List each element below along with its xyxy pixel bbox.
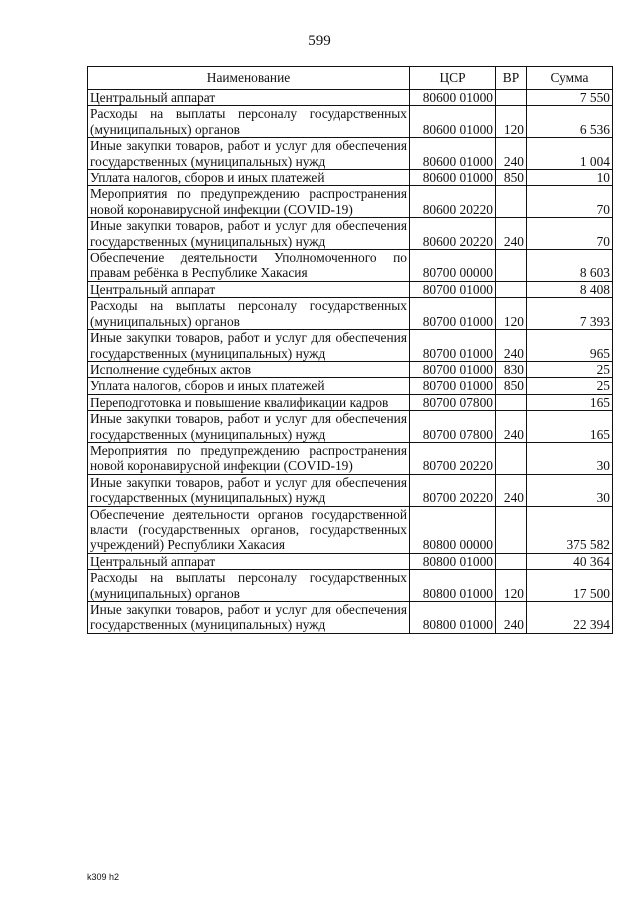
table-row (88, 553, 613, 569)
table-row (88, 330, 613, 362)
budget-table (87, 66, 613, 634)
cell-vr: 240 (496, 218, 527, 250)
cell-csr: 80600 20220 (410, 186, 496, 218)
cell-sum: 30 (527, 474, 613, 506)
cell-name: Исполнение судебных актов (88, 361, 410, 377)
header-vr: ВР (496, 67, 527, 90)
cell-vr (496, 250, 527, 282)
cell-vr: 120 (496, 570, 527, 602)
table-row (88, 474, 613, 506)
cell-sum: 1 004 (527, 138, 613, 170)
cell-name: Центральный аппарат (88, 553, 410, 569)
cell-name: Центральный аппарат (88, 281, 410, 297)
cell-name: Расходы на выплаты персоналу государственных (муниципальных) органов (88, 570, 410, 602)
cell-vr (496, 553, 527, 569)
cell-csr: 80600 20220 (410, 218, 496, 250)
table-row (88, 506, 613, 553)
cell-name: Мероприятия по предупреждению распространения новой коронавирусной инфекции (COVID-19) (88, 442, 410, 474)
cell-vr: 850 (496, 378, 527, 394)
cell-vr: 850 (496, 170, 527, 186)
cell-sum: 375 582 (527, 506, 613, 553)
table-row (88, 186, 613, 218)
table-header-row (88, 67, 613, 90)
cell-sum: 10 (527, 170, 613, 186)
table-row (88, 90, 613, 106)
table-row (88, 106, 613, 138)
cell-vr: 120 (496, 106, 527, 138)
cell-vr: 830 (496, 361, 527, 377)
cell-csr: 80800 01000 (410, 602, 496, 634)
cell-name: Иные закупки товаров, работ и услуг для обеспечения государственных (муниципальных) нужд (88, 474, 410, 506)
cell-vr (496, 442, 527, 474)
cell-sum: 965 (527, 330, 613, 362)
cell-name: Иные закупки товаров, работ и услуг для обеспечения государственных (муниципальных) нужд (88, 218, 410, 250)
cell-sum: 25 (527, 378, 613, 394)
cell-csr: 80800 00000 (410, 506, 496, 553)
cell-sum: 165 (527, 394, 613, 410)
cell-name: Уплата налогов, сборов и иных платежей (88, 378, 410, 394)
table-row (88, 394, 613, 410)
table-row (88, 250, 613, 282)
cell-csr: 80700 00000 (410, 250, 496, 282)
cell-csr: 80800 01000 (410, 570, 496, 602)
cell-csr: 80700 01000 (410, 298, 496, 330)
table-row (88, 602, 613, 634)
cell-csr: 80700 20220 (410, 474, 496, 506)
cell-sum: 22 394 (527, 602, 613, 634)
cell-sum: 25 (527, 361, 613, 377)
cell-csr: 80700 20220 (410, 442, 496, 474)
cell-sum: 70 (527, 218, 613, 250)
table-row (88, 570, 613, 602)
header-name: Наименование (88, 67, 410, 90)
cell-vr (496, 506, 527, 553)
cell-sum: 165 (527, 411, 613, 443)
cell-vr (496, 186, 527, 218)
cell-vr: 120 (496, 298, 527, 330)
cell-csr: 80700 01000 (410, 330, 496, 362)
cell-vr: 240 (496, 330, 527, 362)
cell-sum: 6 536 (527, 106, 613, 138)
cell-csr: 80700 01000 (410, 378, 496, 394)
cell-vr (496, 394, 527, 410)
cell-sum: 70 (527, 186, 613, 218)
cell-vr: 240 (496, 602, 527, 634)
cell-sum: 17 500 (527, 570, 613, 602)
table-row (88, 218, 613, 250)
table-header (88, 67, 613, 90)
cell-name: Уплата налогов, сборов и иных платежей (88, 170, 410, 186)
cell-name: Иные закупки товаров, работ и услуг для обеспечения государственных (муниципальных) нужд (88, 330, 410, 362)
cell-csr: 80600 01000 (410, 106, 496, 138)
cell-csr: 80700 07800 (410, 394, 496, 410)
table-row (88, 442, 613, 474)
table-row (88, 170, 613, 186)
cell-name: Расходы на выплаты персоналу государственных (муниципальных) органов (88, 298, 410, 330)
header-csr: ЦСР (410, 67, 496, 90)
cell-name: Иные закупки товаров, работ и услуг для обеспечения государственных (муниципальных) нужд (88, 602, 410, 634)
cell-name: Мероприятия по предупреждению распространения новой коронавирусной инфекции (COVID-19) (88, 186, 410, 218)
cell-vr (496, 281, 527, 297)
cell-vr: 240 (496, 474, 527, 506)
cell-name: Иные закупки товаров, работ и услуг для обеспечения государственных (муниципальных) нужд (88, 138, 410, 170)
cell-sum: 30 (527, 442, 613, 474)
cell-csr: 80600 01000 (410, 90, 496, 106)
cell-sum: 8 603 (527, 250, 613, 282)
table-row (88, 411, 613, 443)
page-number: 599 (308, 33, 331, 49)
table-row (88, 138, 613, 170)
cell-vr: 240 (496, 138, 527, 170)
table-row (88, 361, 613, 377)
cell-sum: 7 393 (527, 298, 613, 330)
footer-code: k309 h2 (87, 872, 120, 882)
cell-name: Обеспечение деятельности органов государственной власти (государственных органов, государственных учреждений) Республики Хакасия (88, 506, 410, 553)
cell-sum: 8 408 (527, 281, 613, 297)
header-sum: Сумма (527, 67, 613, 90)
cell-csr: 80600 01000 (410, 138, 496, 170)
cell-name: Переподготовка и повышение квалификации кадров (88, 394, 410, 410)
table-body (88, 90, 613, 634)
cell-name: Иные закупки товаров, работ и услуг для обеспечения государственных (муниципальных) нужд (88, 411, 410, 443)
table-row (88, 298, 613, 330)
cell-csr: 80700 07800 (410, 411, 496, 443)
cell-sum: 40 364 (527, 553, 613, 569)
cell-name: Центральный аппарат (88, 90, 410, 106)
cell-csr: 80800 01000 (410, 553, 496, 569)
cell-csr: 80700 01000 (410, 361, 496, 377)
cell-csr: 80700 01000 (410, 281, 496, 297)
cell-csr: 80600 01000 (410, 170, 496, 186)
cell-name: Расходы на выплаты персоналу государственных (муниципальных) органов (88, 106, 410, 138)
cell-name: Обеспечение деятельности Уполномоченного по правам ребёнка в Республике Хакасия (88, 250, 410, 282)
table-row (88, 378, 613, 394)
table-row (88, 281, 613, 297)
cell-vr: 240 (496, 411, 527, 443)
cell-vr (496, 90, 527, 106)
cell-sum: 7 550 (527, 90, 613, 106)
